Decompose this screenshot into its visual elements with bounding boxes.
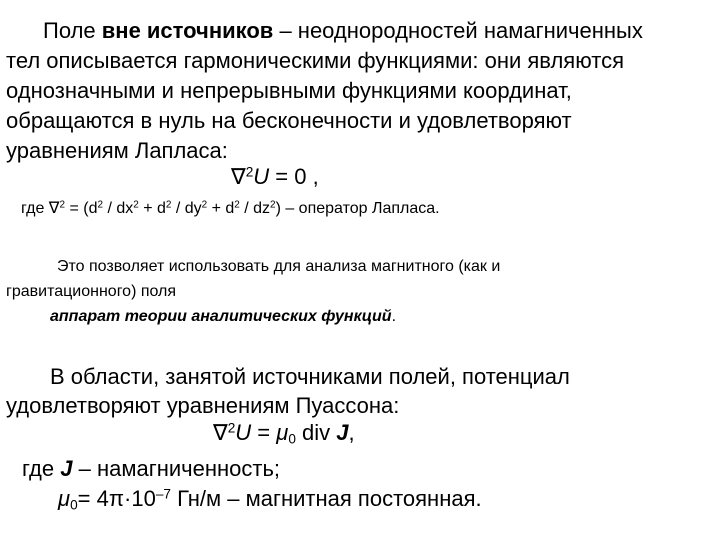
laplace-operator-definition	[21, 201, 440, 217]
variable-x: x	[125, 200, 134, 217]
text: + d	[207, 200, 235, 217]
magnetization-definition	[22, 458, 280, 480]
poisson-equation	[213, 420, 355, 447]
exponent: 2	[270, 199, 276, 211]
paragraph-1-line-4	[6, 110, 572, 132]
paragraph-2-line-2	[6, 284, 176, 300]
paragraph-1-line-2	[6, 50, 624, 72]
text: div	[295, 420, 337, 445]
text: удовлетворяют уравнениям Пуассона:	[6, 393, 400, 418]
bold-term-outside-sources: вне источников	[101, 18, 274, 43]
exponent: 2	[201, 199, 208, 211]
exponent: 2	[245, 164, 254, 180]
variable-j: J	[336, 420, 349, 445]
text: ) – оператор Лапласа.	[275, 200, 440, 217]
italic-bold-term: аппарат теории аналитических функций	[50, 308, 392, 325]
text: обращаются в нуль на бесконечности и удовлетворяют	[6, 108, 572, 133]
paragraph-2-line-1	[57, 259, 500, 275]
text: / d	[171, 200, 194, 217]
subscript: 0	[288, 431, 296, 447]
text: ,	[348, 420, 355, 445]
magnetic-constant-line	[58, 486, 482, 513]
variable-z: z	[262, 200, 271, 217]
text: = 0 ,	[269, 164, 319, 189]
text: где	[22, 456, 61, 481]
laplace-equation	[231, 166, 319, 188]
text: .	[391, 308, 397, 325]
nabla-symbol: ∇	[231, 164, 246, 189]
exponent: 2	[234, 199, 240, 211]
mu-symbol: μ	[276, 420, 289, 445]
paragraph-3-line-2	[6, 395, 399, 417]
subscript: 0	[70, 497, 78, 513]
paragraph-1-line-1	[43, 20, 643, 42]
exponent: 2	[227, 420, 236, 436]
text: гравитационного) поля	[6, 283, 177, 300]
exponent: 2	[97, 199, 103, 211]
text: – неоднородностей намагниченных	[273, 18, 643, 43]
text: тел описывается гармоническими функциями: они являются	[6, 48, 624, 73]
text: = 4π·10	[77, 486, 156, 511]
text: уравнениям Лапласа:	[6, 138, 228, 163]
text: = (d	[65, 200, 98, 217]
text: =	[251, 420, 277, 445]
paragraph-2-line-3	[50, 309, 396, 325]
text: однозначными и непрерывными функциями координат,	[6, 78, 572, 103]
variable-u: U	[235, 420, 252, 445]
nabla-symbol: ∇	[213, 420, 228, 445]
text: – намагниченность;	[72, 456, 281, 481]
text: В области, занятой источниками полей, потенциал	[50, 364, 570, 389]
mu-symbol: μ	[58, 486, 71, 511]
text: + d	[138, 200, 166, 217]
text: Гн/м – магнитная постоянная.	[170, 486, 482, 511]
paragraph-1-line-3	[6, 80, 572, 102]
exponent: –7	[155, 486, 171, 502]
exponent: 2	[165, 199, 172, 211]
paragraph-3-line-1	[50, 366, 570, 388]
text: Это позволяет использовать для анализа магнитного (как и	[57, 258, 501, 275]
exponent: 2	[133, 199, 139, 211]
variable-u: U	[253, 164, 270, 189]
variable-j: J	[60, 456, 73, 481]
text: / d	[103, 200, 126, 217]
variable-y: y	[193, 200, 202, 217]
text: где ∇	[21, 200, 60, 217]
text: / d	[239, 200, 263, 217]
paragraph-1-line-5	[6, 140, 228, 162]
exponent: 2	[59, 199, 66, 211]
text: Поле	[43, 18, 102, 43]
